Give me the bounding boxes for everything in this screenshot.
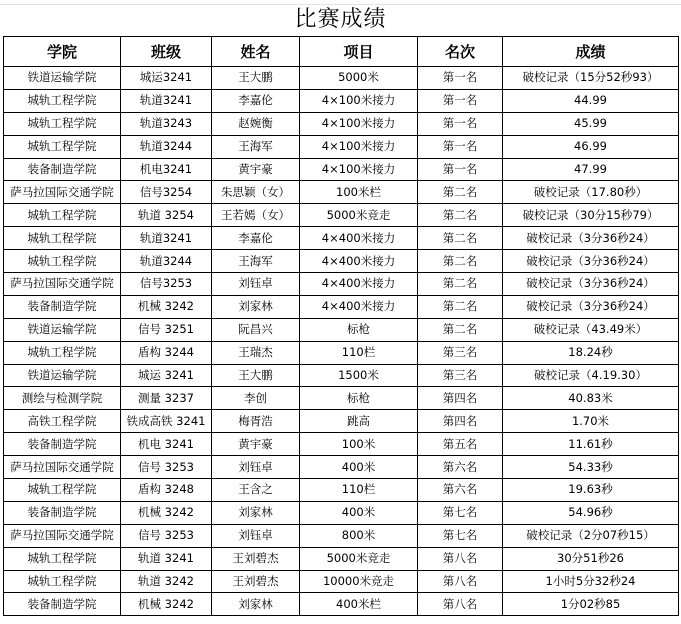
cell-rank[interactable]: 第六名 xyxy=(418,456,503,479)
table-row xyxy=(4,250,679,273)
cell-rank[interactable]: 第一名 xyxy=(418,158,503,181)
cell-result[interactable]: 破校记录（17.80秒） xyxy=(503,181,679,204)
cell-event[interactable]: 400米栏 xyxy=(300,593,418,616)
cell-result[interactable]: 破校记录（4.19.30） xyxy=(503,364,679,387)
cell-result[interactable]: 46.99 xyxy=(503,135,679,158)
cell-event[interactable]: 5000米竞走 xyxy=(300,547,418,570)
cell-rank[interactable]: 第二名 xyxy=(418,295,503,318)
cell-event[interactable]: 4×400米接力 xyxy=(300,273,418,296)
cell-event[interactable]: 4×100米接力 xyxy=(300,89,418,112)
cell-result[interactable]: 1分02秒85 xyxy=(503,593,679,616)
cell-rank[interactable]: 第二名 xyxy=(418,318,503,341)
cell-college[interactable]: 装备制造学院 xyxy=(4,433,121,456)
cell-class[interactable]: 机械 3242 xyxy=(121,295,212,318)
cell-event[interactable]: 100米栏 xyxy=(300,181,418,204)
cell-event[interactable]: 5000米 xyxy=(300,67,418,90)
cell-result[interactable]: 1.70米 xyxy=(503,410,679,433)
cell-name[interactable]: 王若嫣（女） xyxy=(212,204,300,227)
cell-event[interactable]: 800米 xyxy=(300,524,418,547)
cell-class[interactable]: 盾构 3248 xyxy=(121,479,212,502)
cell-name[interactable]: 刘家林 xyxy=(212,295,300,318)
results-table xyxy=(3,36,679,616)
cell-college[interactable]: 城轨工程学院 xyxy=(4,135,121,158)
header-result[interactable]: 成绩 xyxy=(503,37,679,67)
cell-class[interactable]: 机电 3241 xyxy=(121,433,212,456)
cell-rank[interactable]: 第四名 xyxy=(418,387,503,410)
cell-result[interactable]: 18.24秒 xyxy=(503,341,679,364)
cell-college[interactable]: 装备制造学院 xyxy=(4,158,121,181)
table-row xyxy=(4,456,679,479)
cell-name[interactable]: 王刘碧杰 xyxy=(212,547,300,570)
cell-result[interactable]: 47.99 xyxy=(503,158,679,181)
cell-rank[interactable]: 第五名 xyxy=(418,433,503,456)
cell-event[interactable]: 4×400米接力 xyxy=(300,295,418,318)
cell-result[interactable]: 破校记录（3分36秒24） xyxy=(503,250,679,273)
cell-college[interactable]: 萨马拉国际交通学院 xyxy=(4,273,121,296)
cell-rank[interactable]: 第八名 xyxy=(418,570,503,593)
table-row xyxy=(4,570,679,593)
cell-college[interactable]: 城轨工程学院 xyxy=(4,204,121,227)
cell-event[interactable]: 4×100米接力 xyxy=(300,158,418,181)
cell-class[interactable]: 轨道 3241 xyxy=(121,547,212,570)
cell-college[interactable]: 城轨工程学院 xyxy=(4,227,121,250)
cell-class[interactable]: 测量 3237 xyxy=(121,387,212,410)
cell-rank[interactable]: 第二名 xyxy=(418,204,503,227)
cell-name[interactable]: 刘家林 xyxy=(212,501,300,524)
cell-event[interactable]: 标枪 xyxy=(300,318,418,341)
cell-rank[interactable]: 第二名 xyxy=(418,181,503,204)
cell-result[interactable]: 19.63秒 xyxy=(503,479,679,502)
header-college[interactable]: 学院 xyxy=(4,37,121,67)
cell-name[interactable]: 李嘉伦 xyxy=(212,227,300,250)
cell-rank[interactable]: 第八名 xyxy=(418,593,503,616)
cell-event[interactable]: 100米 xyxy=(300,433,418,456)
cell-class[interactable]: 机电3241 xyxy=(121,158,212,181)
cell-event[interactable]: 4×400米接力 xyxy=(300,227,418,250)
table-row xyxy=(4,227,679,250)
cell-college[interactable]: 铁道运输学院 xyxy=(4,67,121,90)
table-row xyxy=(4,158,679,181)
cell-result[interactable]: 破校记录（3分36秒24） xyxy=(503,295,679,318)
cell-name[interactable]: 王海军 xyxy=(212,135,300,158)
cell-name[interactable]: 王瑞杰 xyxy=(212,341,300,364)
cell-result[interactable]: 破校记录（15分52秒93） xyxy=(503,67,679,90)
cell-event[interactable]: 标枪 xyxy=(300,387,418,410)
table-row xyxy=(4,547,679,570)
cell-rank[interactable]: 第一名 xyxy=(418,135,503,158)
table-row xyxy=(4,89,679,112)
cell-event[interactable]: 10000米竞走 xyxy=(300,570,418,593)
cell-result[interactable]: 54.33秒 xyxy=(503,456,679,479)
cell-college[interactable]: 城轨工程学院 xyxy=(4,89,121,112)
cell-class[interactable]: 信号 3253 xyxy=(121,456,212,479)
cell-college[interactable]: 测绘与检测学院 xyxy=(4,387,121,410)
cell-result[interactable]: 45.99 xyxy=(503,112,679,135)
table-row xyxy=(4,524,679,547)
header-name[interactable]: 姓名 xyxy=(212,37,300,67)
cell-event[interactable]: 跳高 xyxy=(300,410,418,433)
cell-class[interactable]: 轨道3241 xyxy=(121,227,212,250)
cell-event[interactable]: 110栏 xyxy=(300,341,418,364)
cell-college[interactable]: 城轨工程学院 xyxy=(4,547,121,570)
cell-rank[interactable]: 第七名 xyxy=(418,501,503,524)
cell-result[interactable]: 破校记录（30分15秒79） xyxy=(503,204,679,227)
cell-class[interactable]: 轨道3241 xyxy=(121,89,212,112)
cell-rank[interactable]: 第四名 xyxy=(418,410,503,433)
cell-name[interactable]: 朱思颖（女） xyxy=(212,181,300,204)
table-row xyxy=(4,593,679,616)
cell-result[interactable]: 54.96秒 xyxy=(503,501,679,524)
cell-college[interactable]: 城轨工程学院 xyxy=(4,341,121,364)
cell-result[interactable]: 44.99 xyxy=(503,89,679,112)
table-row xyxy=(4,273,679,296)
cell-name[interactable]: 刘钰卓 xyxy=(212,456,300,479)
cell-college[interactable]: 城轨工程学院 xyxy=(4,479,121,502)
table-row xyxy=(4,181,679,204)
header-class[interactable]: 班级 xyxy=(121,37,212,67)
cell-college[interactable]: 高铁工程学院 xyxy=(4,410,121,433)
table-row xyxy=(4,387,679,410)
table-row xyxy=(4,501,679,524)
cell-result[interactable]: 40.83米 xyxy=(503,387,679,410)
cell-result[interactable]: 破校记录（3分36秒24） xyxy=(503,273,679,296)
cell-name[interactable]: 王含之 xyxy=(212,479,300,502)
cell-name[interactable]: 李创 xyxy=(212,387,300,410)
cell-result[interactable]: 破校记录（2分07秒15） xyxy=(503,524,679,547)
cell-college[interactable]: 城轨工程学院 xyxy=(4,570,121,593)
cell-class[interactable]: 机械 3242 xyxy=(121,501,212,524)
cell-rank[interactable]: 第二名 xyxy=(418,273,503,296)
cell-class[interactable]: 盾构 3244 xyxy=(121,341,212,364)
cell-event[interactable]: 4×100米接力 xyxy=(300,135,418,158)
cell-name[interactable]: 王大鹏 xyxy=(212,364,300,387)
cell-college[interactable]: 装备制造学院 xyxy=(4,295,121,318)
cell-name[interactable]: 刘钰卓 xyxy=(212,273,300,296)
cell-rank[interactable]: 第二名 xyxy=(418,250,503,273)
cell-college[interactable]: 铁道运输学院 xyxy=(4,364,121,387)
header-row xyxy=(4,37,679,67)
cell-college[interactable]: 铁道运输学院 xyxy=(4,318,121,341)
cell-rank[interactable]: 第三名 xyxy=(418,364,503,387)
table-row xyxy=(4,479,679,502)
table-row xyxy=(4,112,679,135)
cell-rank[interactable]: 第一名 xyxy=(418,112,503,135)
cell-rank[interactable]: 第三名 xyxy=(418,341,503,364)
table-row xyxy=(4,204,679,227)
cell-name[interactable]: 黄宇豪 xyxy=(212,433,300,456)
table-row xyxy=(4,67,679,90)
cell-name[interactable]: 王大鹏 xyxy=(212,67,300,90)
cell-class[interactable]: 信号 3253 xyxy=(121,524,212,547)
cell-college[interactable]: 萨马拉国际交通学院 xyxy=(4,456,121,479)
cell-event[interactable]: 4×400米接力 xyxy=(300,250,418,273)
cell-rank[interactable]: 第一名 xyxy=(418,67,503,90)
cell-result[interactable]: 30分51秒26 xyxy=(503,547,679,570)
header-event[interactable]: 项目 xyxy=(300,37,418,67)
cell-result[interactable]: 破校记录（3分36秒24） xyxy=(503,227,679,250)
cell-name[interactable]: 赵婉衡 xyxy=(212,112,300,135)
cell-class[interactable]: 轨道3244 xyxy=(121,250,212,273)
cell-name[interactable]: 阮昌兴 xyxy=(212,318,300,341)
cell-event[interactable]: 400米 xyxy=(300,501,418,524)
cell-class[interactable]: 机械 3242 xyxy=(121,593,212,616)
cell-rank[interactable]: 第二名 xyxy=(418,227,503,250)
header-rank[interactable]: 名次 xyxy=(418,37,503,67)
cell-class[interactable]: 信号 3251 xyxy=(121,318,212,341)
cell-class[interactable]: 轨道3244 xyxy=(121,135,212,158)
table-row xyxy=(4,341,679,364)
cell-name[interactable]: 李嘉伦 xyxy=(212,89,300,112)
table-row xyxy=(4,433,679,456)
cell-event[interactable]: 110栏 xyxy=(300,479,418,502)
cell-name[interactable]: 王海军 xyxy=(212,250,300,273)
cell-name[interactable]: 黄宇豪 xyxy=(212,158,300,181)
cell-class[interactable]: 轨道3243 xyxy=(121,112,212,135)
cell-result[interactable]: 11.61秒 xyxy=(503,433,679,456)
cell-name[interactable]: 王刘碧杰 xyxy=(212,570,300,593)
cell-result[interactable]: 1小时5分32秒24 xyxy=(503,570,679,593)
cell-event[interactable]: 5000米竞走 xyxy=(300,204,418,227)
cell-class[interactable]: 铁成高铁 3241 xyxy=(121,410,212,433)
cell-college[interactable]: 萨马拉国际交通学院 xyxy=(4,524,121,547)
cell-name[interactable]: 刘钰卓 xyxy=(212,524,300,547)
cell-class[interactable]: 轨道 3242 xyxy=(121,570,212,593)
table-row xyxy=(4,410,679,433)
cell-event[interactable]: 1500米 xyxy=(300,364,418,387)
cell-college[interactable]: 城轨工程学院 xyxy=(4,250,121,273)
cell-college[interactable]: 萨马拉国际交通学院 xyxy=(4,181,121,204)
cell-college[interactable]: 装备制造学院 xyxy=(4,593,121,616)
cell-event[interactable]: 4×100米接力 xyxy=(300,112,418,135)
cell-college[interactable]: 装备制造学院 xyxy=(4,501,121,524)
cell-class[interactable]: 城运 3241 xyxy=(121,364,212,387)
cell-class[interactable]: 轨道 3254 xyxy=(121,204,212,227)
cell-event[interactable]: 400米 xyxy=(300,456,418,479)
cell-class[interactable]: 信号3254 xyxy=(121,181,212,204)
table-row xyxy=(4,318,679,341)
table-row xyxy=(4,135,679,158)
cell-rank[interactable]: 第八名 xyxy=(418,547,503,570)
cell-result[interactable]: 破校记录（43.49米） xyxy=(503,318,679,341)
cell-name[interactable]: 梅胥浩 xyxy=(212,410,300,433)
cell-college[interactable]: 城轨工程学院 xyxy=(4,112,121,135)
table-row xyxy=(4,364,679,387)
cell-rank[interactable]: 第一名 xyxy=(418,89,503,112)
cell-name[interactable]: 刘家林 xyxy=(212,593,300,616)
cell-class[interactable]: 城运3241 xyxy=(121,67,212,90)
cell-rank[interactable]: 第六名 xyxy=(418,479,503,502)
sheet-title[interactable]: 比赛成绩 xyxy=(294,7,387,32)
cell-rank[interactable]: 第七名 xyxy=(418,524,503,547)
cell-class[interactable]: 信号3253 xyxy=(121,273,212,296)
table-row xyxy=(4,295,679,318)
